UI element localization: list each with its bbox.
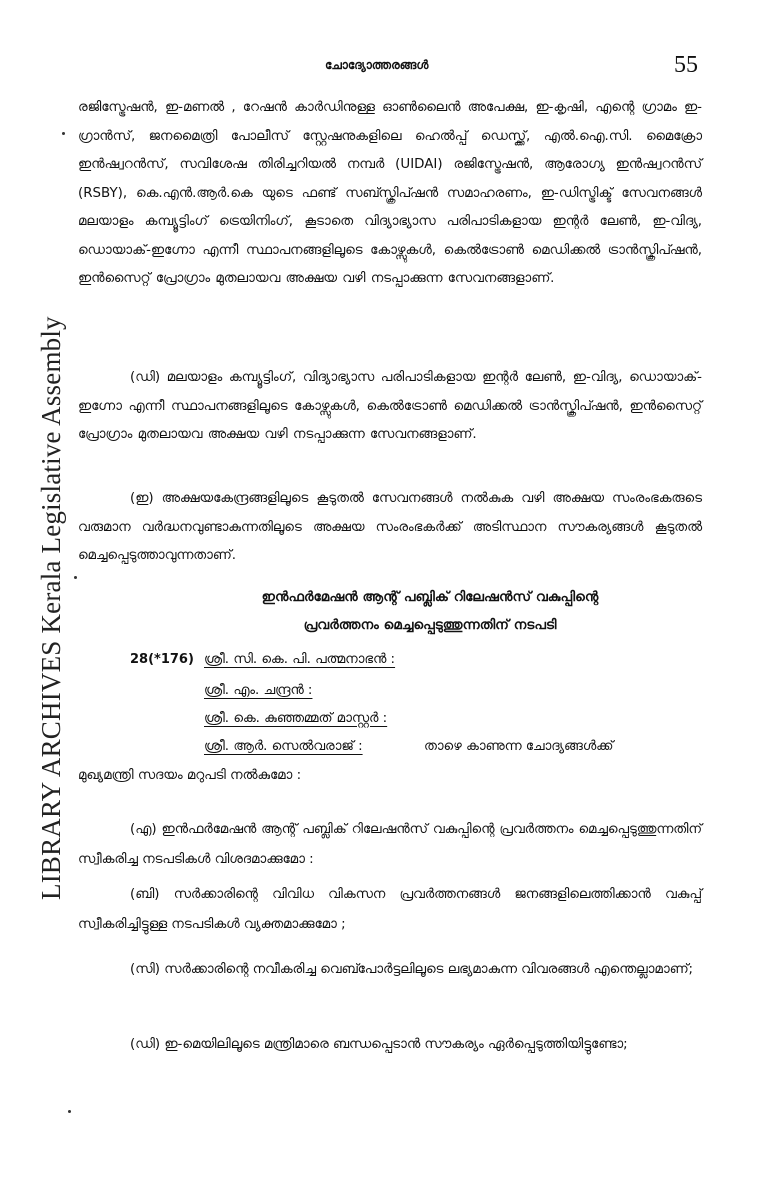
sub-question-b: (ബി) സർക്കാരിന്റെ വിവിധ വികസന പ്രവർത്തനങ്ങൾ ജനങ്ങളിലെത്തിക്കാൻ വകുപ്പ് സ്വീകരിച്ചിട്ടുള്ള നടപടികൾ വ്യക്തമാക്കുമോ ; bbox=[78, 887, 702, 932]
sub-question-c: (സി) സർക്കാരിന്റെ നവീകരിച്ച വെബ്പോർട്ടലിലൂടെ ലഭ്യമാകുന്ന വിവരങ്ങൾ എന്തെല്ലാമാണ്; bbox=[130, 962, 694, 977]
archive-watermark bbox=[6, 300, 66, 900]
sub-question-a: (എ) ഇൻഫർമേഷൻ ആന്റ് പബ്ലിക് റിലേഷൻസ് വകുപ്പിന്റെ പ്രവർത്തനം മെച്ചപ്പെടുത്തുന്നതിന് സ്വീകരിച്ച നടപടികൾ വിശദമാക്കുമോ : bbox=[78, 822, 702, 867]
question-heading bbox=[160, 583, 700, 639]
member-name: ശ്രീ. കെ. കുഞ്ഞമ്മത് മാസ്റ്റർ : bbox=[204, 711, 388, 726]
member-name: ശ്രീ. സി. കെ. പി. പത്മനാഭൻ : bbox=[204, 652, 396, 667]
scan-speck bbox=[62, 132, 65, 135]
running-head: ചോദ്യോത്തരങ്ങൾ bbox=[325, 58, 429, 72]
question-heading-line-1: ഇൻഫർമേഷൻ ആന്റ് പബ്ലിക് റിലേഷൻസ് വകുപ്പിന്റെ bbox=[261, 589, 599, 605]
member-name: ശ്രീ. ആർ. സെൽവരാജ് : bbox=[204, 739, 363, 754]
answer-paragraph-continued: രജിസ്ട്രേഷൻ, ഇ-മണൽ , റേഷൻ കാർഡിനുള്ള ഓൺലൈൻ അപേക്ഷ, ഇ-കൃഷി, എന്റെ ഗ്രാമം ഇ-ഗ്രാൻസ്, ജനമൈത്രി പോലീസ് സ്റ്റേഷനുകളിലെ ഹെൽപ്പ് ഡെസ്ക്ക്, എൽ.ഐ.സി. മൈക്രോ ഇൻഷ്വറൻസ്, സവിശേഷ തിരിച്ചറിയൽ നമ്പർ (UIDAI) രജിസ്ട്രേഷൻ, ആരോഗ്യ ഇൻഷ്വറൻസ് (RSBY), കെ.എൻ.ആർ.കെ യുടെ ഫണ്ട് സബ്സ്ക്രിപ്ഷൻ സമാഹരണം, ഇ-ഡിസ്ട്രിക്ട് സേവനങ്ങൾ മലയാളം കമ്പ്യൂട്ടിംഗ് ട്രെയിനിംഗ്, കൂടാതെ വിദ്യാഭ്യാസ പരിപാടികളായ ഇന്റർ ലേൺ, ഇ-വിദ്യ, ഡൊയാക്-ഇഗ്നോ എന്നീ സ്ഥാപനങ്ങളിലൂടെ കോഴ്സുകൾ, കെൽട്രോൺ മെഡിക്കൽ ട്രാൻസ്ക്രിപ്ഷൻ, ഇൻസൈറ്റ് പ്രോഗ്രാം മുതലായവ അക്ഷയ വഴി നടപ്പാക്കുന്ന സേവനങ്ങളാണ്. bbox=[78, 100, 702, 286]
page-number: 55 bbox=[674, 52, 698, 78]
question-intro-continued: മുഖ്യമന്ത്രി സദയം മറുപടി നൽകുമോ : bbox=[78, 768, 302, 783]
scan-speck bbox=[68, 1110, 71, 1113]
question-heading-line-2: പ്രവർത്തനം മെച്ചപ്പെടുത്തുന്നതിന് നടപടി bbox=[303, 617, 557, 633]
question-intro: താഴെ കാണുന്ന ചോദ്യങ്ങൾക്ക് bbox=[424, 739, 614, 754]
scan-speck bbox=[74, 576, 77, 579]
sub-question-d: (ഡി) ഇ-മെയിലിലൂടെ മന്ത്രിമാരെ ബന്ധപ്പെടാൻ സൗകര്യം ഏർപ്പെടുത്തിയിട്ടുണ്ടോ; bbox=[130, 1037, 628, 1052]
answer-paragraph-d: (ഡി) മലയാളം കമ്പ്യൂട്ടിംഗ്, വിദ്യാഭ്യാസ പരിപാടികളായ ഇന്റർ ലേൺ, ഇ-വിദ്യ, ഡൊയാക്-ഇഗ്നോ എന്നീ സ്ഥാപനങ്ങളിലൂടെ കോഴ്സുകൾ, കെൽട്രോൺ മെഡിക്കൽ ട്രാൻസ്ക്രിപ്ഷൻ, ഇൻസൈറ്റ് പ്രോഗ്രാം മുതലായവ അക്ഷയ വഴി നടപ്പാക്കുന്ന സേവനങ്ങളാണ്. bbox=[78, 370, 702, 442]
answer-paragraph-e: (ഇ) അക്ഷയകേന്ദ്രങ്ങളിലൂടെ കൂടുതൽ സേവനങ്ങൾ നൽകുക വഴി അക്ഷയ സംരംഭകരുടെ വരുമാന വർദ്ധനവുണ്ടാകുന്നതിലൂടെ അക്ഷയ സംരംഭകർക്ക് അടിസ്ഥാന സൗകര്യങ്ങൾ കൂടുതൽ മെച്ചപ്പെടുത്താവുന്നതാണ്. bbox=[78, 491, 702, 563]
question-number: 28(*176) bbox=[130, 652, 194, 667]
watermark-text: LIBRARY ARCHIVES Kerala Legislative Assembly bbox=[36, 316, 66, 900]
member-name: ശ്രീ. എം. ചന്ദ്രൻ : bbox=[204, 683, 313, 698]
